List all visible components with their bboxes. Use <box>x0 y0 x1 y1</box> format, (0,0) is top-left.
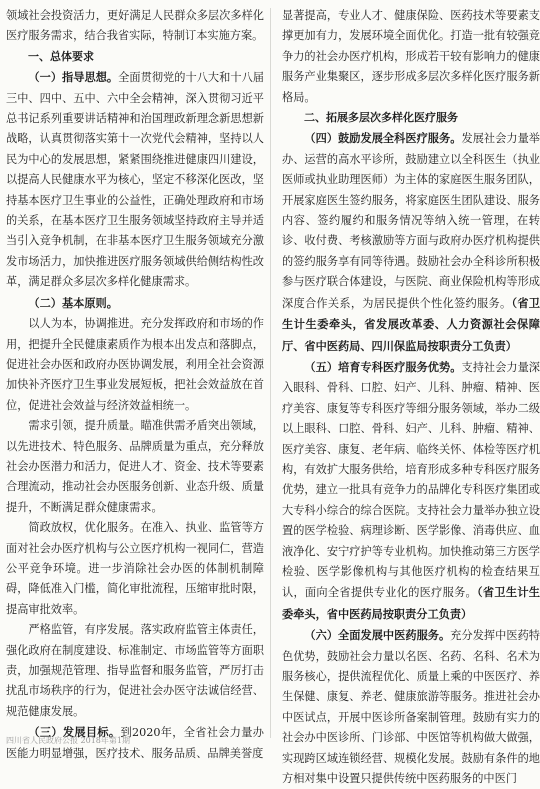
paragraph-intro-tail: 领域社会投资活力，更好满足人民群众多层次多样化医疗服务需求，结合我省实际，特制订本实施方案。 <box>6 9 264 43</box>
section-body-tcm-services: 充分发挥中医药特色优势，鼓励社会力量以名医、名药、名科、名术为服务核心，提供流程优化、质量上乘的中医医疗、养生保健、康复、养老、健康旅游等服务。推进社会办中医试点，开展中医诊所备案制管理。鼓励有实力的社会办中医诊所、门诊部、中医馆等机构做大做强，实现跨区域连锁经营、规模化发展。鼓励有条件的地方相对集中设置只提供传统中医药服务的中医门 <box>282 629 540 786</box>
section-title-guiding-thought: （一）指导思想。 <box>28 70 119 85</box>
heading-expand-services: 二、拓展多层次多样化医疗服务 <box>304 111 458 125</box>
page-footer: 四川省人民政府公报 2018年第1期 <box>6 736 130 745</box>
paragraph-basic-principles-title <box>6 293 264 314</box>
paragraph-specialty-services <box>282 357 540 625</box>
section-title-tcm-services: （六）全面发展中医药服务。 <box>304 628 451 643</box>
section-title-development-goals: （三）发展目标。 <box>28 725 121 740</box>
paragraph-principle-streamline: 简政放权，优化服务。在准入、执业、监管等方面对社会办医疗机构与公立医疗机构一视同仁，营造公平竞争环境。进一步消除社会办医的体制机制障碍，降低准入门槛，简化审批流程，压缩审批时限，提高审批效率。 <box>6 521 264 616</box>
section-body-development-goals: 到2020年，全省社会力量办医能力明显增强，医疗技术、服务品质、品牌美誉度 <box>6 726 264 760</box>
paragraph-tcm-services <box>282 625 540 789</box>
paragraph-goals-continued: 显著提高，专业人才、健康保险、医药技术等要素支撑更加有力，发展环境全面优化。打造一批有较强竞争力的社会办医疗机构，形成若干较有影响力的健康服务产业集聚区，逐步形成多层次多样化医疗服务新格局。 <box>282 9 540 104</box>
heading-general-requirements: 一、总体要求 <box>28 49 94 63</box>
column-divider <box>270 8 271 738</box>
section-title-specialty-services: （五）培育专科医疗服务优势。 <box>304 359 462 374</box>
section-body-guiding-thought: 全面贯彻党的十八大和十八届三中、四中、五中、六中全会精神，深入贯彻习近平总书记系列重要讲话精神和治国理政新理念新思想新战略，认真贯彻落实第十一次党代会精神，坚持以人民为中心的发展思想，紧紧围绕推进健康四川建设，以提高人民健康水平为核心，坚定不移深化医改，坚持基本医疗卫生事业的公益性，正确处理政府和市场的关系，在基本医疗卫生服务领域坚持政府主导并适当引入竞争机制，在非基本医疗卫生服务领域充分激发市场活力，加快推进医疗服务领域供给侧结构性改革，满足群众多层次多样化健康需求。 <box>6 71 264 289</box>
paragraph-principle-demand-led: 需求引领，提升质量。瞄准供需矛盾突出领域，以先进技术、特色服务、品牌质量为重点，充分释放社会办医潜力和活力，促进人才、资金、技术等要素合理流动，推动社会办医服务创新、业态升级、质量提升，不断满足群众健康需求。 <box>6 419 264 514</box>
section-body-general-practice: 发展社会力量举办、运营的高水平诊所，鼓励建立以全科医生（执业医师或执业助理医师）为主体的家庭医生服务团队，开展家庭医生签约服务，将家庭医生团队建设、服务内容、签约履约和服务情况等纳入统一管理，在转诊、收付费、考核激励等方面与政府办医疗机构提供的签约服务享有同等待遇。鼓励社会办全科诊所积极参与医疗联合体建设，与医院、商业保险机构等形成深度合作关系，为居民提供个性化签约服务。 <box>282 132 540 310</box>
left-column <box>6 6 264 764</box>
section-body-specialty-services: 支持社会力量深入眼科、骨科、口腔、妇产、儿科、肿瘤、精神、医疗美容、康复等专科医疗等细分服务领域，举办二级以上眼科、口腔、骨科、妇产、儿科、肿瘤、精神、医疗美容、康复、老年病、临终关怀、体检等医疗机构，有效扩大服务供给，培育形成多种专科医疗服务优势，建立一批具有竞争力的品牌化专科医疗集团或大专科小综合的综合医院。支持社会力量举办独立设置的医学检验、病理诊断、医学影像、消毒供应、血液净化、安宁疗护等专业机构。加快推动第三方医学检验、医学影像机构与其他医疗机构的检查结果互认，面向全省提供专业化的医疗服务。 <box>282 360 540 600</box>
section-title-general-practice: （四）鼓励发展全科医疗服务。 <box>304 131 462 146</box>
paragraph-general-practice <box>282 128 540 356</box>
paragraph-principle-supervision: 严格监管，有序发展。落实政府监管主体责任，强化政府在制度建设、标准制定、市场监管等方面职责，加强规范管理、指导监督和服务监管，严厉打击扰乱市场秩序的行为，促进社会办医守法诚信经营、规范健康发展。 <box>6 623 264 718</box>
responsibility-specialty-services: （省卫生计生委牵头，省中医药局按职责分工负责） <box>282 585 540 621</box>
responsibility-general-practice: （省卫生计生委牵头，省发展改革委、人力资源社会保障厅、省中医药局、四川保监局按职责分工负责） <box>282 295 540 353</box>
paragraph-guiding-thought <box>6 67 264 292</box>
paragraph-principle-people-first: 以人为本，协调推进。充分发挥政府和市场的作用，把提升全民健康素质作为根本出发点和落脚点，促进社会办医和政府办医协调发展，利用全社会资源加快补齐医疗卫生事业发展短板，把社会效益放在首位，促进社会效益与经济效益相统一。 <box>6 317 264 412</box>
section-title-basic-principles: （二）基本原则。 <box>28 295 118 310</box>
right-column <box>282 6 540 789</box>
